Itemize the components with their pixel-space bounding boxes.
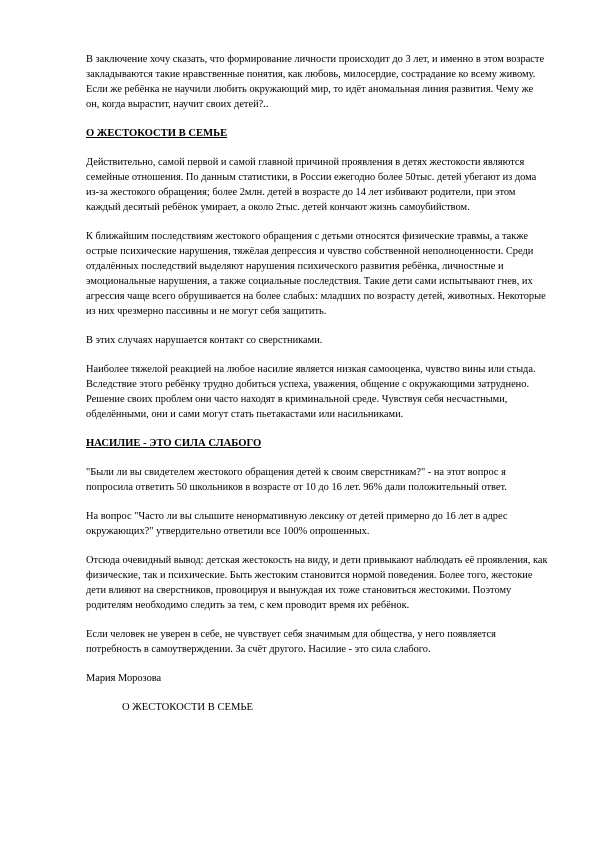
- paragraph-self-esteem: Наиболее тяжелой реакцией на любое насилие является низкая самооценка, чувство вины или стыда. Вследствие этого ребёнку трудно добиться успеха, уважения, общение с окружающими затруднено. Решение своих проблем они часто находят в криминальной среде. Чувствуя себя несчастными, обделёнными, они и сами могут стать пьетакастами или насильниками.: [86, 364, 536, 420]
- document-page: [86, 52, 548, 715]
- section-heading-family-cruelty: О ЖЕСТОКОСТИ В СЕМЬЕ: [86, 128, 228, 139]
- paragraph-survey-language: На вопрос "Часто ли вы слышите ненормативную лексику от детей примерно до 16 лет в адрес окружающих?" утвердительно ответили все 100% опрошенных.: [86, 511, 508, 537]
- paragraph-peer-contact: В этих случаях нарушается контакт со сверстниками.: [86, 335, 323, 346]
- paragraph-consequences: К ближайшим последствиям жестокого обращения с детьми относятся физические травмы, а также острые психические нарушения, тяжёлая депрессия и чувство собственной неполноценности. Среди отдалённых последствий выделяют нарушения психического развития ребёнка, личностные и эмоциональные нарушения, а также социальные последствия. Такие дети сами испытывают гнев, их агрессия чаще всего обрушивается на более слабых: младших по возрасту детей, животных. Некоторые из них чрезмерно пассивны и не могут себя защитить.: [86, 231, 546, 317]
- paragraph-survey-witness: "Были ли вы свидетелем жестокого обращения детей к своим сверстникам?" - на этот вопрос я попросила ответить 50 школьников в возрасте от 10 до 16 лет. 96% дали положительный ответ.: [86, 467, 507, 493]
- paragraph-conclusion: В заключение хочу сказать, что формирование личности происходит до 3 лет, и именно в этом возрасте закладываются такие нравственные понятия, как любовь, милосердие, сострадание ко всему живому. Если же ребёнка не научили любить окружающий мир, то идёт аномальная линия развития. Чему же он, когда вырастит, научит своих детей?..: [86, 54, 545, 110]
- author-name: Мария Морозова: [86, 673, 162, 684]
- section-heading-violence: НАСИЛИЕ - ЭТО СИЛА СЛАБОГО: [86, 438, 262, 449]
- paragraph-conclusion-obvious: Отсюда очевидный вывод: детская жестокость на виду, и дети привыкают наблюдать её проявления, как физические, так и психические. Быть жестоким становится нормой поведения. Более того, жестокие дети влияют на сверстников, провоцируя и вынуждая их тоже становиться жестокими. Поэтому родителям необходимо следить за тем, с кем проводит время их ребёнок.: [86, 555, 548, 611]
- footer-title: О ЖЕСТОКОСТИ В СЕМЬЕ: [122, 702, 253, 713]
- paragraph-self-affirmation: Если человек не уверен в себе, не чувствует себя значимым для общества, у него появляется потребность в самоутверждении. За счёт другого. Насилие - это сила слабого.: [86, 629, 496, 655]
- paragraph-statistics: Действительно, самой первой и самой главной причиной проявления в детях жестокости являются семейные отношения. По данным статистики, в России ежегодно более 50тыс. детей убегают из дома из-за жестокого обращения; более 2млн. детей в возрасте до 14 лет избивают родители, при этом каждый десятый ребёнок умирает, а около 2тыс. детей кончают жизнь самоубийством.: [86, 157, 537, 213]
